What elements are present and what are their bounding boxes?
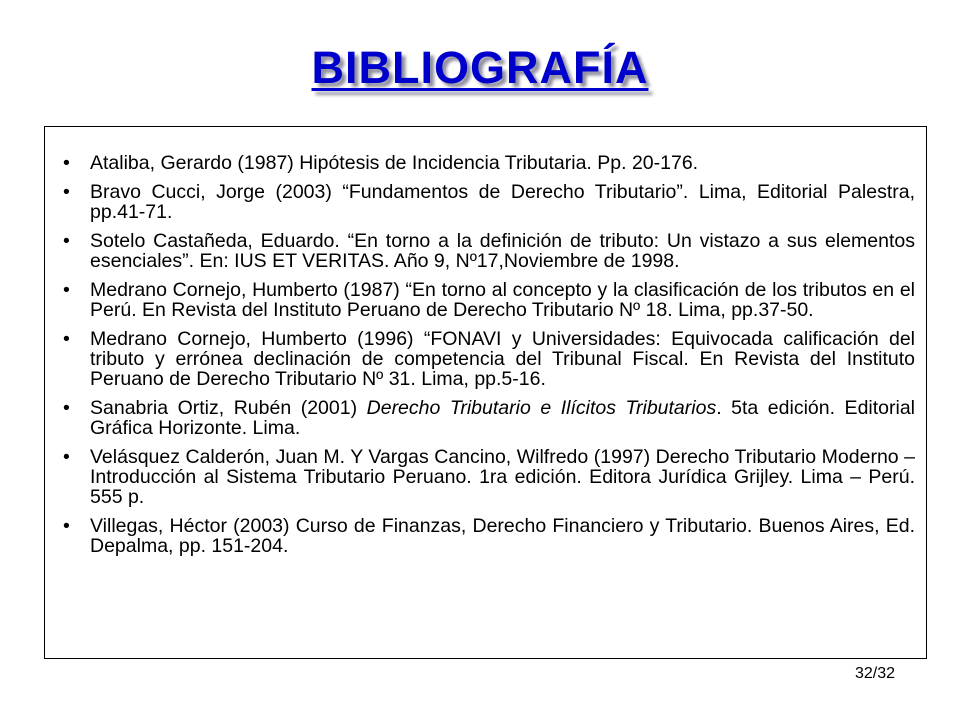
reference-text: Ataliba, Gerardo (1987) Hipótesis de Incidencia Tributaria. Pp. 20-176. xyxy=(90,152,699,174)
reference-text: Sotelo Castañeda, Eduardo. “En torno a la definición de tributo: Un vistazo a sus elementos esenciales”. En: IUS ET VERITAS. Año 9, Nº17,Noviembre de 1998. xyxy=(90,230,915,272)
page-number: 32/32 xyxy=(855,665,896,682)
reference-item xyxy=(57,231,915,271)
bullet-icon: • xyxy=(63,328,70,350)
reference-text: Bravo Cucci, Jorge (2003) “Fundamentos de Derecho Tributario”. Lima, Editorial Palestra, pp.41-71. xyxy=(90,181,915,223)
bullet-icon: • xyxy=(63,446,70,468)
reference-item xyxy=(57,182,915,222)
reference-book-title: Derecho Tributario e Ilícitos Tributarios xyxy=(366,397,717,419)
bullet-icon: • xyxy=(63,181,70,203)
reference-text: Medrano Cornejo, Humberto (1987) “En torno al concepto y la clasificación de los tributos en el Perú. En Revista del Instituto Peruano de Derecho Tributario Nº 18. Lima, pp.37-50. xyxy=(90,279,915,321)
bullet-icon: • xyxy=(63,279,70,301)
bullet-icon: • xyxy=(63,515,70,537)
bullet-icon: • xyxy=(63,230,70,252)
bullet-icon: • xyxy=(63,152,70,174)
reference-item xyxy=(57,398,915,438)
reference-item xyxy=(57,447,915,507)
reference-text-tail: . 5ta edición. Editorial Gráfica Horizonte. Lima. xyxy=(90,397,916,439)
reference-item xyxy=(57,329,915,389)
slide-title: BIBLIOGRAFÍA xyxy=(311,42,649,93)
reference-text: Medrano Cornejo, Humberto (1996) “FONAVI y Universidades: Equivocada calificación del tributo y errónea declinación de competencia del Tribunal Fiscal. En Revista del Instituto Peruano de Derecho Tributario Nº 31. Lima, pp.5-16. xyxy=(90,328,915,390)
reference-list xyxy=(57,153,915,565)
reference-item xyxy=(57,516,915,556)
reference-item xyxy=(57,280,915,320)
bullet-icon: • xyxy=(63,397,70,419)
reference-text: Villegas, Héctor (2003) Curso de Finanzas, Derecho Financiero y Tributario. Buenos Aires, Ed. Depalma, pp. 151-204. xyxy=(90,515,915,557)
bibliography-box xyxy=(44,126,927,659)
reference-text-lead: Sanabria Ortiz, Rubén (2001) xyxy=(90,397,367,419)
reference-item xyxy=(57,153,915,173)
reference-text: Velásquez Calderón, Juan M. Y Vargas Cancino, Wilfredo (1997) Derecho Tributario Moderno – Introducción al Sistema Tributario Peruano. 1ra edición. Editora Jurídica Grijley. Lima – Perú. 555 p. xyxy=(90,446,915,508)
